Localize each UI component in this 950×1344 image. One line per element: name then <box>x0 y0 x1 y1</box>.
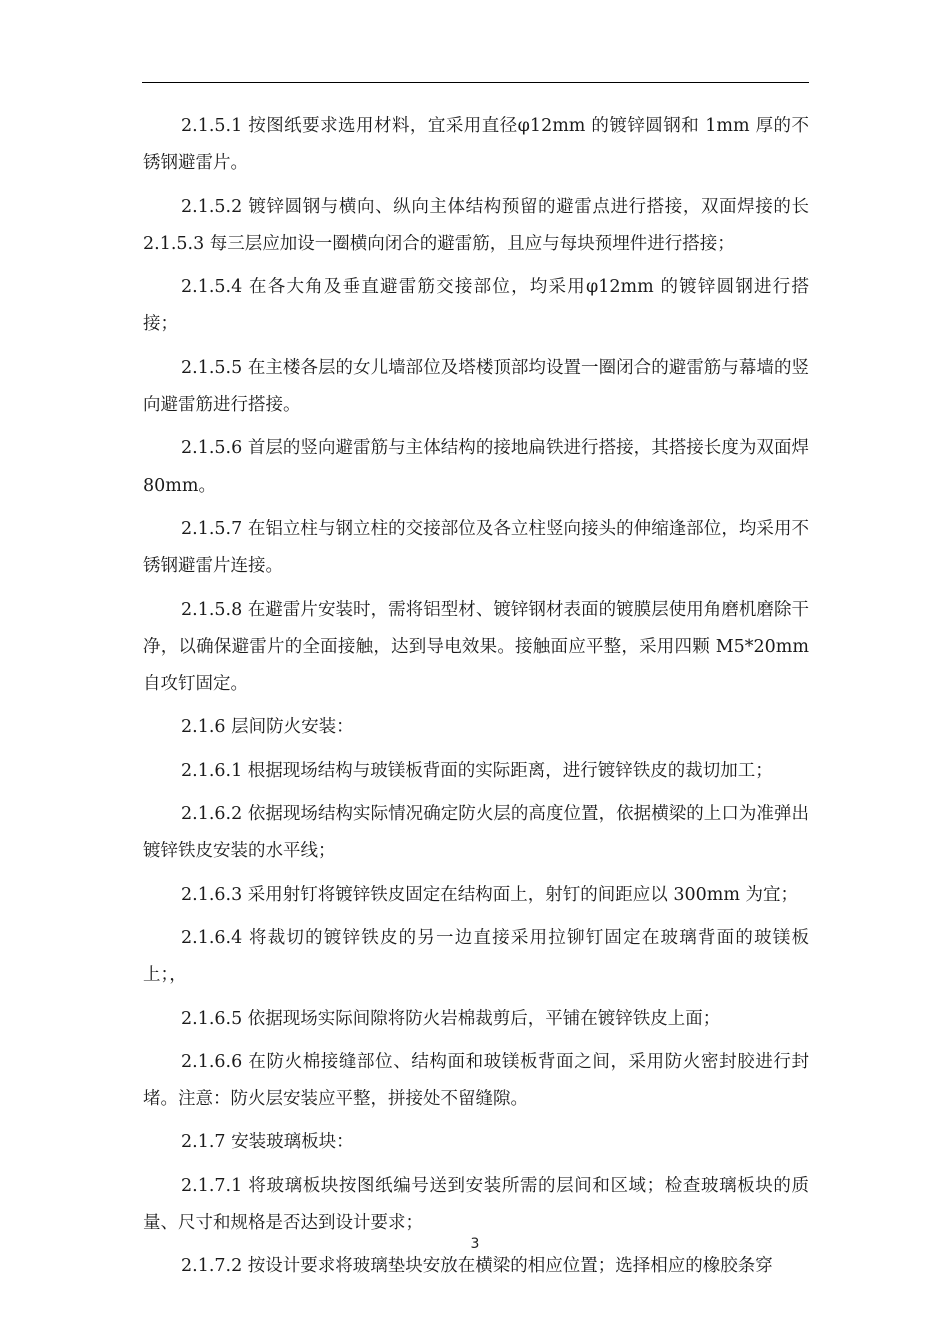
paragraph-2-1-5-8: 2.1.5.8 在避雷片安装时，需将铝型材、镀锌钢材表面的镀膜层使用角磨机磨除干净，以确保避雷片的全面接触，达到导电效果。接触面应平整，采用四颗 M5*20mm 自攻钉固定。 <box>143 599 809 695</box>
paragraph-2-1-6-6: 2.1.6.6 在防火棉接缝部位、结构面和玻镁板背面之间，采用防火密封胶进行封堵。注意：防火层安装应平整，拼接处不留缝隙。 <box>143 1051 809 1110</box>
section-heading-2-1-6: 2.1.6 层间防火安装： <box>181 717 354 738</box>
document-body <box>143 108 809 1292</box>
paragraph-2-1-5-7: 2.1.5.7 在铝立柱与钢立柱的交接部位及各立柱竖向接头的伸缩逢部位，均采用不锈钢避雷片连接。 <box>143 518 809 577</box>
paragraph-2-1-5-5: 2.1.5.5 在主楼各层的女儿墙部位及塔楼顶部均设置一圈闭合的避雷筋与幕墙的竖向避雷筋进行搭接。 <box>143 357 809 416</box>
paragraph-2-1-7-2: 2.1.7.2 按设计要求将玻璃垫块安放在横梁的相应位置；选择相应的橡胶条穿 <box>181 1256 773 1277</box>
paragraph-2-1-5-6: 2.1.5.6 首层的竖向避雷筋与主体结构的接地扁铁进行搭接，其搭接长度为双面焊 80mm。 <box>143 438 809 496</box>
paragraph-2-1-7-1: 2.1.7.1 将玻璃板块按图纸编号送到安装所需的层间和区域；检查玻璃板块的质量、尺寸和规格是否达到设计要求； <box>143 1175 809 1234</box>
paragraph-2-1-6-4: 2.1.6.4 将裁切的镀锌铁皮的另一边直接采用拉铆钉固定在玻璃背面的玻镁板上；， <box>143 927 809 986</box>
paragraph-2-1-5-2: 2.1.5.2 镀锌圆钢与横向、纵向主体结构预留的避雷点进行搭接，双面焊接的长 2.1.5.3 每三层应加设一圈横向闭合的避雷筋，且应与每块预埋件进行搭接； <box>143 196 809 254</box>
page-number: 3 <box>470 1236 480 1252</box>
header-rule <box>142 82 809 83</box>
paragraph-2-1-6-2: 2.1.6.2 依据现场结构实际情况确定防火层的高度位置，依据横梁的上口为准弹出镀锌铁皮安装的水平线； <box>143 804 809 862</box>
paragraph-2-1-6-3: 2.1.6.3 采用射钉将镀锌铁皮固定在结构面上，射钉的间距应以 300mm 为宜； <box>181 884 799 905</box>
section-heading-2-1-7: 2.1.7 安装玻璃板块： <box>181 1132 354 1153</box>
paragraph-2-1-6-1: 2.1.6.1 根据现场结构与玻镁板背面的实际距离，进行镀锌铁皮的裁切加工； <box>181 760 773 781</box>
paragraph-2-1-6-5: 2.1.6.5 依据现场实际间隙将防火岩棉裁剪后，平铺在镀锌铁皮上面； <box>181 1008 721 1029</box>
paragraph-2-1-5-4: 2.1.5.4 在各大角及垂直避雷筋交接部位，均采用φ12mm 的镀锌圆钢进行搭接； <box>143 277 809 335</box>
paragraph-2-1-5-1: 2.1.5.1 按图纸要求选用材料，宜采用直径φ12mm 的镀锌圆钢和 1mm 厚的不锈钢避雷片。 <box>143 116 809 174</box>
